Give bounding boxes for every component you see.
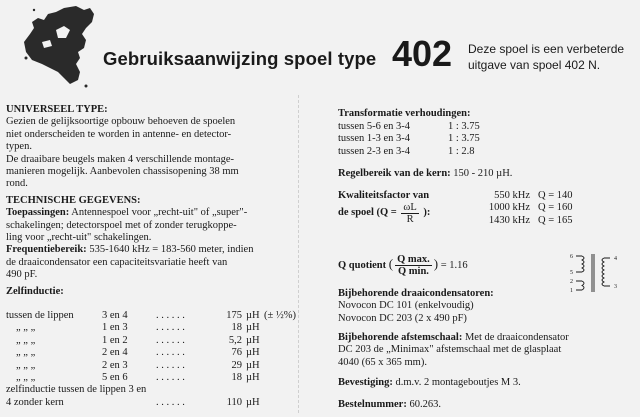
quotient-label: Q quotient: [338, 260, 387, 271]
bestel-label: Bestelnummer:: [338, 399, 407, 410]
inductie-value: 76: [231, 347, 242, 359]
universeel-line-5: manieren mogelijk. Aanbevolen chassisopening 38 mm: [6, 166, 239, 178]
inductie-lip: 1 en 3: [102, 322, 128, 334]
subtitle: [468, 41, 624, 73]
frequentie-text: 535-1640 kHz = 183-560 meter, indien: [89, 244, 254, 256]
q-close: ):: [423, 207, 431, 218]
toepassingen-line-1: [6, 207, 253, 219]
transformatie-text: tussen 1-3 en 3-4: [338, 133, 411, 145]
q-open: (Q =: [376, 207, 397, 218]
kwaliteit-q: Q = 140: [538, 190, 573, 201]
kwaliteit-freq: 550 kHz: [494, 190, 530, 201]
kwaliteit-freq: 1430 kHz: [488, 214, 530, 226]
inductie-value: 29: [231, 359, 242, 371]
inductie-lip: 2 en 3: [102, 359, 128, 371]
frequentie-line-3: 490 pF.: [6, 269, 38, 281]
zelfinductie-extra-line-2: 4 zonder kern: [6, 396, 64, 408]
inductie-unit: µH: [246, 322, 260, 334]
zelfinductie-extra-value: 110: [226, 396, 242, 408]
zelfinductie-extra-line-1: zelfinductie tussen de lippen 3 en: [6, 384, 147, 396]
kwaliteit-label: de spoel: [338, 207, 374, 218]
bestel-line: [338, 399, 441, 411]
universeel-line-3: typen.: [6, 141, 32, 153]
regelbereik-label: Regelbereik van de kern:: [338, 168, 451, 179]
universeel-heading: UNIVERSEEL TYPE:: [6, 104, 108, 115]
transformatie-heading: Transformatie verhoudingen:: [338, 108, 471, 119]
universeel-line-4: De draaibare beugels maken 4 verschillende montage-: [6, 153, 234, 165]
inductie-lip: 3 en 4: [102, 310, 128, 321]
inductie-lip: 2 en 4: [102, 347, 128, 359]
kwaliteit-freq: 1000 kHz: [488, 202, 530, 214]
inductie-prefix: „ „ „: [16, 334, 36, 346]
draaicond-line-1: Novocon DC 101 (enkelvoudig): [338, 300, 474, 312]
q-fraction: [401, 202, 418, 225]
technische-heading: TECHNISCHE GEGEVENS:: [6, 194, 141, 206]
pin-label: 4: [614, 256, 617, 262]
toepassingen-line-3: ling voor „recht-uit" schakelingen.: [6, 232, 152, 244]
regelbereik-value: 150 - 210 µH.: [453, 168, 513, 179]
pin-label: 3: [614, 284, 617, 290]
afstem-line-3: 4040 (65 x 365 mm).: [338, 356, 427, 368]
inductie-value: 175: [226, 310, 242, 321]
column-divider: [298, 95, 299, 413]
inductie-prefix: tussen de lippen: [6, 310, 74, 321]
inductie-unit: µH: [246, 310, 260, 321]
inductie-unit: µH: [246, 334, 260, 346]
transformatie-ratio: 1 : 3.75: [448, 121, 480, 132]
toepassingen-line-2: schakelingen; detectorspoel met of zonder terugkoppe-: [6, 219, 237, 231]
draaicond-line-2: Novocon DC 203 (2 x 490 pF): [338, 312, 467, 324]
netherlands-map-logo: [20, 2, 102, 94]
inductie-unit: µH: [246, 347, 260, 359]
subtitle-line-2: uitgave van spoel 402 N.: [468, 58, 601, 72]
inductie-note: (± ½%): [264, 310, 297, 321]
transformatie-text: tussen 5-6 en 3-4: [338, 121, 411, 132]
frequentie-line-2: de draaicondensator een capaciteitsvariatie heeft van: [6, 256, 228, 268]
transformatie-ratio: 1 : 3.75: [448, 133, 480, 145]
inductie-prefix: „ „ „: [16, 359, 36, 371]
afstem-text: Met de draaicondensator: [464, 332, 569, 343]
inductie-value: 5,2: [228, 334, 242, 346]
zelfinductie-heading: Zelfinductie:: [6, 285, 64, 297]
inductie-lip: 1 en 2: [102, 334, 128, 346]
afstem-line-1: [338, 332, 569, 344]
afstem-label: Bijbehorende afstemschaal:: [338, 332, 463, 343]
subtitle-line-1: Deze spoel is een verbeterde: [468, 42, 625, 56]
quotient-denominator: Q min.: [397, 266, 429, 277]
inductie-unit: µH: [246, 359, 260, 371]
universeel-line-1: Gezien de gelijksoortige opbouw behoeven de spoelen: [6, 116, 236, 128]
universeel-line-6: rond.: [6, 178, 28, 190]
coil-schematic-diagram: [562, 250, 628, 296]
afstem-line-2: DC 203 de „Minimax" afstemschaal met de glasplaat: [338, 344, 562, 356]
inductie-value: 18: [231, 322, 242, 334]
inductie-prefix: „ „ „: [16, 347, 36, 359]
transformatie-ratio: 1 : 2.8: [448, 145, 475, 157]
bevestiging-line: [338, 377, 521, 389]
transformatie-text: tussen 2-3 en 3-4: [338, 145, 411, 157]
toepassingen-text: Antennespoel voor „recht-uit" of „super"-: [71, 207, 248, 219]
bevestiging-label: Bevestiging:: [338, 377, 393, 388]
quotient-numerator: Q max.: [397, 254, 430, 265]
inductie-prefix: „ „ „: [16, 322, 36, 334]
zelfinductie-extra-unit: µH: [246, 396, 260, 408]
q-numerator: ωL: [403, 202, 417, 213]
bestel-value: 60.263.: [409, 399, 441, 410]
kwaliteit-q: Q = 165: [538, 214, 573, 226]
type-number: 402: [392, 33, 453, 74]
quotient-value: = 1.16: [440, 260, 468, 271]
kwaliteit-formula: [338, 202, 430, 225]
pin-label: 1: [570, 288, 573, 294]
quotient-line: Q quotient ( $\frac{\text{Q max.}}{\text{Q min.}}$ ) = 1.16: [338, 254, 468, 277]
inductie-lip: 5 en 6: [102, 372, 128, 383]
document-title: Gebruiksaanwijzing spoel type: [103, 48, 377, 69]
universeel-line-2: niet onderscheiden te worden in antenne- en detector-: [6, 128, 232, 140]
regelbereik-line: [338, 168, 512, 180]
quotient-fraction: [395, 254, 432, 277]
draaicond-heading: Bijbehorende draaicondensatoren:: [338, 288, 494, 299]
q-denominator: R: [406, 214, 414, 225]
left-column: [6, 104, 253, 298]
inductie-value: 18: [231, 372, 242, 383]
pin-label: 2: [570, 279, 573, 285]
inductie-table: tussen de lippen 3 en 4 . . . . . . 175 µH (± ½%) „ „ „ 1 en 3 . . . . . . 18 µH „ „ „ 1 en 2 . . . . . . 5,2 µH „ „ „ 2 en 4 . . . . . . 76 µH „ „ „ 2 en 3 . . . . . . 29 µH „ „ „ 5 en 6 . . . . . . 18 µH zelfinductie tussen de lippen 3 en 4 zonder kern . . . . . . 110 µH: [6, 310, 297, 408]
frequentie-label: Frequentiebereik:: [6, 244, 87, 256]
frequentie-line-1: [6, 244, 253, 256]
inductie-prefix: „ „ „: [16, 372, 36, 383]
inductie-unit: µH: [246, 372, 260, 383]
pin-label: 6: [570, 254, 573, 260]
toepassingen-label: Toepassingen:: [6, 207, 70, 219]
kwaliteit-heading: Kwaliteitsfactor van: [338, 190, 430, 201]
pin-label: 5: [570, 270, 573, 276]
kwaliteit-q: Q = 160: [538, 202, 573, 214]
bevestiging-value: d.m.v. 2 montageboutjes M 3.: [395, 377, 521, 388]
